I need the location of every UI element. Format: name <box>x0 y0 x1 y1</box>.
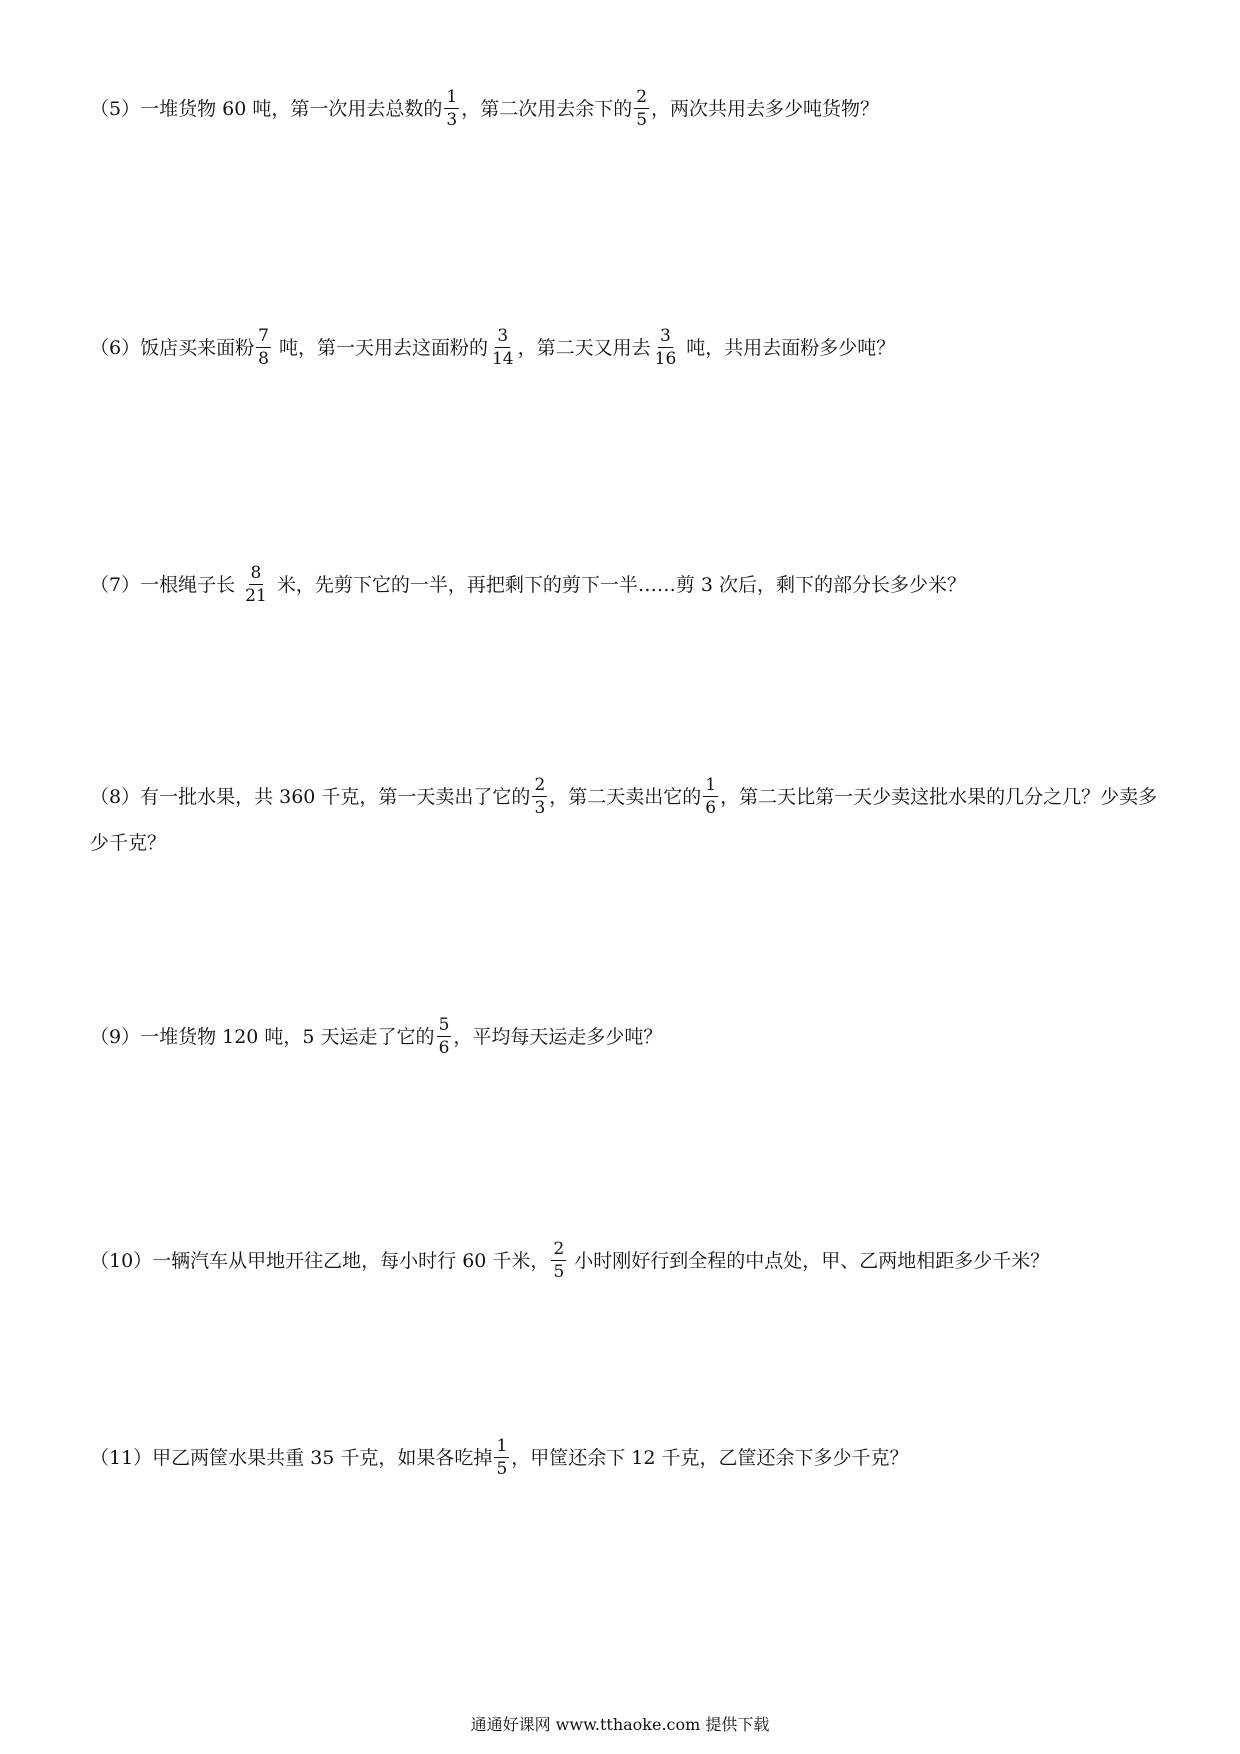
problem-text: （5）一堆货物 60 吨，第一次用去总数的 <box>90 98 443 120</box>
fraction-denominator: 5 <box>553 1261 565 1282</box>
problem-text: ，第二天卖出它的 <box>549 786 702 808</box>
fraction <box>634 88 649 129</box>
fraction-denominator: 21 <box>245 585 267 606</box>
fraction-denominator: 16 <box>654 348 677 369</box>
fraction-numerator: 1 <box>705 774 717 795</box>
fraction-denominator: 14 <box>491 348 514 369</box>
fraction <box>653 327 679 368</box>
problem-text: （8）有一批水果，共 360 千克，第一天卖出了它的 <box>90 786 531 808</box>
problem-text: 吨，共用去面粉多少吨？ <box>680 337 896 359</box>
problem-text: 吨，第一天用去这面粉的 <box>272 337 488 359</box>
fraction <box>532 776 547 817</box>
fraction-denominator: 3 <box>534 797 546 818</box>
problem-6 <box>90 325 1160 371</box>
problem-text: （10）一辆汽车从甲地开往乙地，每小时行 60 千米， <box>90 1250 550 1272</box>
problem-text: ，第二次用去余下的 <box>461 98 633 120</box>
fraction <box>256 327 271 368</box>
fraction-denominator: 5 <box>636 109 648 130</box>
problem-text: 米，先剪下它的一半，再把剩下的剪下一半……剪 3 次后，剩下的部分长多少米？ <box>270 574 966 596</box>
fraction <box>494 1437 509 1478</box>
page-footer: 通通好课网 www.tthaoke.com 提供下载 <box>470 1715 770 1734</box>
problem-text: ，甲筐还余下 12 千克，乙筐还余下多少千克？ <box>511 1447 909 1469</box>
fraction-numerator: 2 <box>553 1238 565 1259</box>
fraction-numerator: 1 <box>496 1435 508 1456</box>
problem-10 <box>90 1238 1160 1284</box>
fraction-denominator: 6 <box>438 1037 450 1058</box>
fraction <box>444 88 459 129</box>
fraction-denominator: 5 <box>496 1458 508 1479</box>
problem-text: （6）饭店买来面粉 <box>90 337 255 359</box>
fraction <box>551 1240 566 1281</box>
fraction-numerator: 8 <box>250 562 262 583</box>
problem-text: （11）甲乙两筐水果共重 35 千克，如果各吃掉 <box>90 1447 493 1469</box>
fraction-numerator: 2 <box>636 86 648 107</box>
problem-8 <box>90 774 1160 866</box>
fraction-numerator: 1 <box>446 86 458 107</box>
problem-text: ，两次共用去多少吨货物？ <box>651 98 880 120</box>
problem-text: （9）一堆货物 120 吨，5 天运走了它的 <box>90 1026 435 1048</box>
problem-text: 小时刚好行到全程的中点处，甲、乙两地相距多少千米？ <box>568 1250 1050 1272</box>
fraction <box>490 327 516 368</box>
fraction-denominator: 6 <box>705 797 717 818</box>
fraction <box>437 1016 452 1057</box>
problem-7 <box>90 562 1160 608</box>
problem-11 <box>90 1435 1160 1481</box>
problem-text: ，第二天又用去 <box>517 337 651 359</box>
problem-9 <box>90 1014 1160 1060</box>
problem-text: （7）一根绳子长 <box>90 574 242 596</box>
fraction-numerator: 3 <box>660 325 671 346</box>
fraction-numerator: 5 <box>438 1014 450 1035</box>
problem-text: ，第二天比第一天少卖这批水果的几分之几？少卖多少千克？ <box>90 786 1158 854</box>
fraction-denominator: 8 <box>258 348 269 369</box>
problem-5 <box>90 86 1160 132</box>
fraction-denominator: 3 <box>446 109 458 130</box>
fraction <box>243 564 269 605</box>
problem-text: ，平均每天运走多少吨？ <box>453 1026 663 1048</box>
fraction <box>703 776 718 817</box>
fraction-numerator: 7 <box>258 325 269 346</box>
fraction-numerator: 2 <box>534 774 546 795</box>
fraction-numerator: 3 <box>497 325 509 346</box>
